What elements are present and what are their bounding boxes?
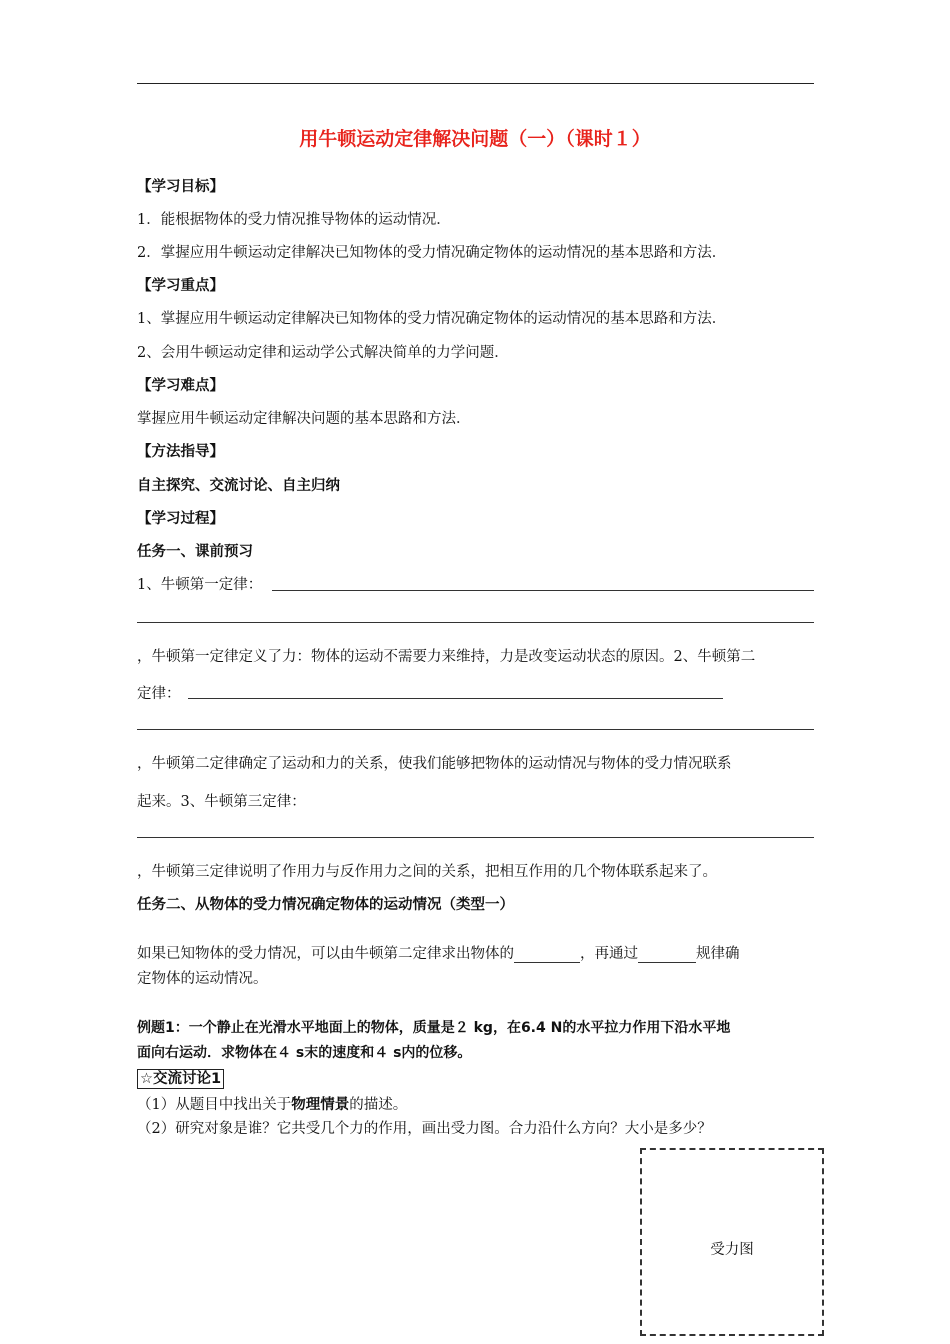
law2-blank-line-2	[137, 729, 814, 730]
law2-blank-line	[188, 698, 723, 699]
force-diagram-label: 受力图	[710, 1242, 754, 1258]
task2-text-1	[137, 942, 740, 963]
objective-item-2: 2．掌握应用牛顿运动定律解决已知物体的受力情况确定物体的运动情况的基本思路和方法．	[137, 245, 727, 261]
law1-label: 1、牛顿第一定律：	[137, 577, 263, 593]
header-rule	[137, 83, 814, 84]
task2-text-2: 定物体的运动情况。	[137, 971, 268, 987]
question-1-suffix: 的描述。	[349, 1097, 408, 1113]
example-line-1: 例题1：一个静止在光滑水平地面上的物体，质量是２ kg，在6.4 N的水平拉力作用下沿水平地	[137, 1020, 731, 1036]
law3-blank-line	[137, 837, 814, 838]
method-heading: 【方法指导】	[137, 444, 224, 460]
page-title: 用牛顿运动定律解决问题（一）（课时１）	[299, 128, 651, 150]
law2-explanation-2: 起来。3、牛顿第三定律：	[137, 794, 306, 810]
law2-label: 定律：	[137, 686, 181, 702]
task2-text-1c: 规律确	[696, 946, 740, 962]
question-1	[137, 1093, 407, 1114]
question-2: （2）研究对象是谁？它共受几个力的作用，画出受力图。合力沿什么方向？大小是多少？	[137, 1121, 712, 1137]
objective-item-1: 1．能根据物体的受力情况推导物体的运动情况．	[137, 212, 451, 228]
discussion-label-box: ☆交流讨论1	[137, 1069, 224, 1089]
key-point-item-1: 1、掌握应用牛顿运动定律解决已知物体的受力情况确定物体的运动情况的基本思路和方法．	[137, 311, 727, 327]
difficulties-heading: 【学习难点】	[137, 378, 224, 394]
example-problem	[137, 1016, 817, 1066]
method-text: 自主探究、交流讨论、自主归纳	[137, 478, 340, 494]
key-point-item-2: 2、会用牛顿运动定律和运动学公式解决简单的力学问题．	[137, 345, 509, 361]
task1-heading: 任务一、课前预习	[137, 544, 253, 560]
question-1-prefix: （1）从题目中找出关于	[137, 1097, 292, 1113]
law1-explanation: ，牛顿第一定律定义了力：物体的运动不需要力来维持，力是改变运动状态的原因。2、牛顿第二	[137, 649, 756, 665]
law1-blank-line	[272, 590, 814, 591]
law1-blank-line-2	[137, 622, 814, 623]
key-points-heading: 【学习重点】	[137, 278, 224, 294]
blank-kinematics	[638, 948, 696, 963]
question-1-bold: 物理情景	[291, 1097, 350, 1113]
law3-explanation: ，牛顿第三定律说明了作用力与反作用力之间的关系，把相互作用的几个物体联系起来了。	[137, 864, 717, 880]
task2-text-1b: ，再通过	[580, 946, 638, 962]
objectives-heading: 【学习目标】	[137, 179, 224, 195]
discussion-label	[137, 1069, 224, 1089]
task2-text-1a: 如果已知物体的受力情况，可以由牛顿第二定律求出物体的	[137, 946, 514, 962]
blank-acceleration	[514, 948, 580, 963]
example-line-2: 面向右运动．求物体在４ s末的速度和４ s内的位移。	[137, 1045, 472, 1061]
law2-explanation-1: ，牛顿第二定律确定了运动和力的关系，使我们能够把物体的运动情况与物体的受力情况联系	[137, 756, 732, 772]
process-heading: 【学习过程】	[137, 511, 224, 527]
task2-heading: 任务二、从物体的受力情况确定物体的运动情况（类型一）	[137, 897, 514, 913]
force-diagram-box	[640, 1148, 824, 1336]
difficulties-text: 掌握应用牛顿运动定律解决问题的基本思路和方法．	[137, 411, 471, 427]
